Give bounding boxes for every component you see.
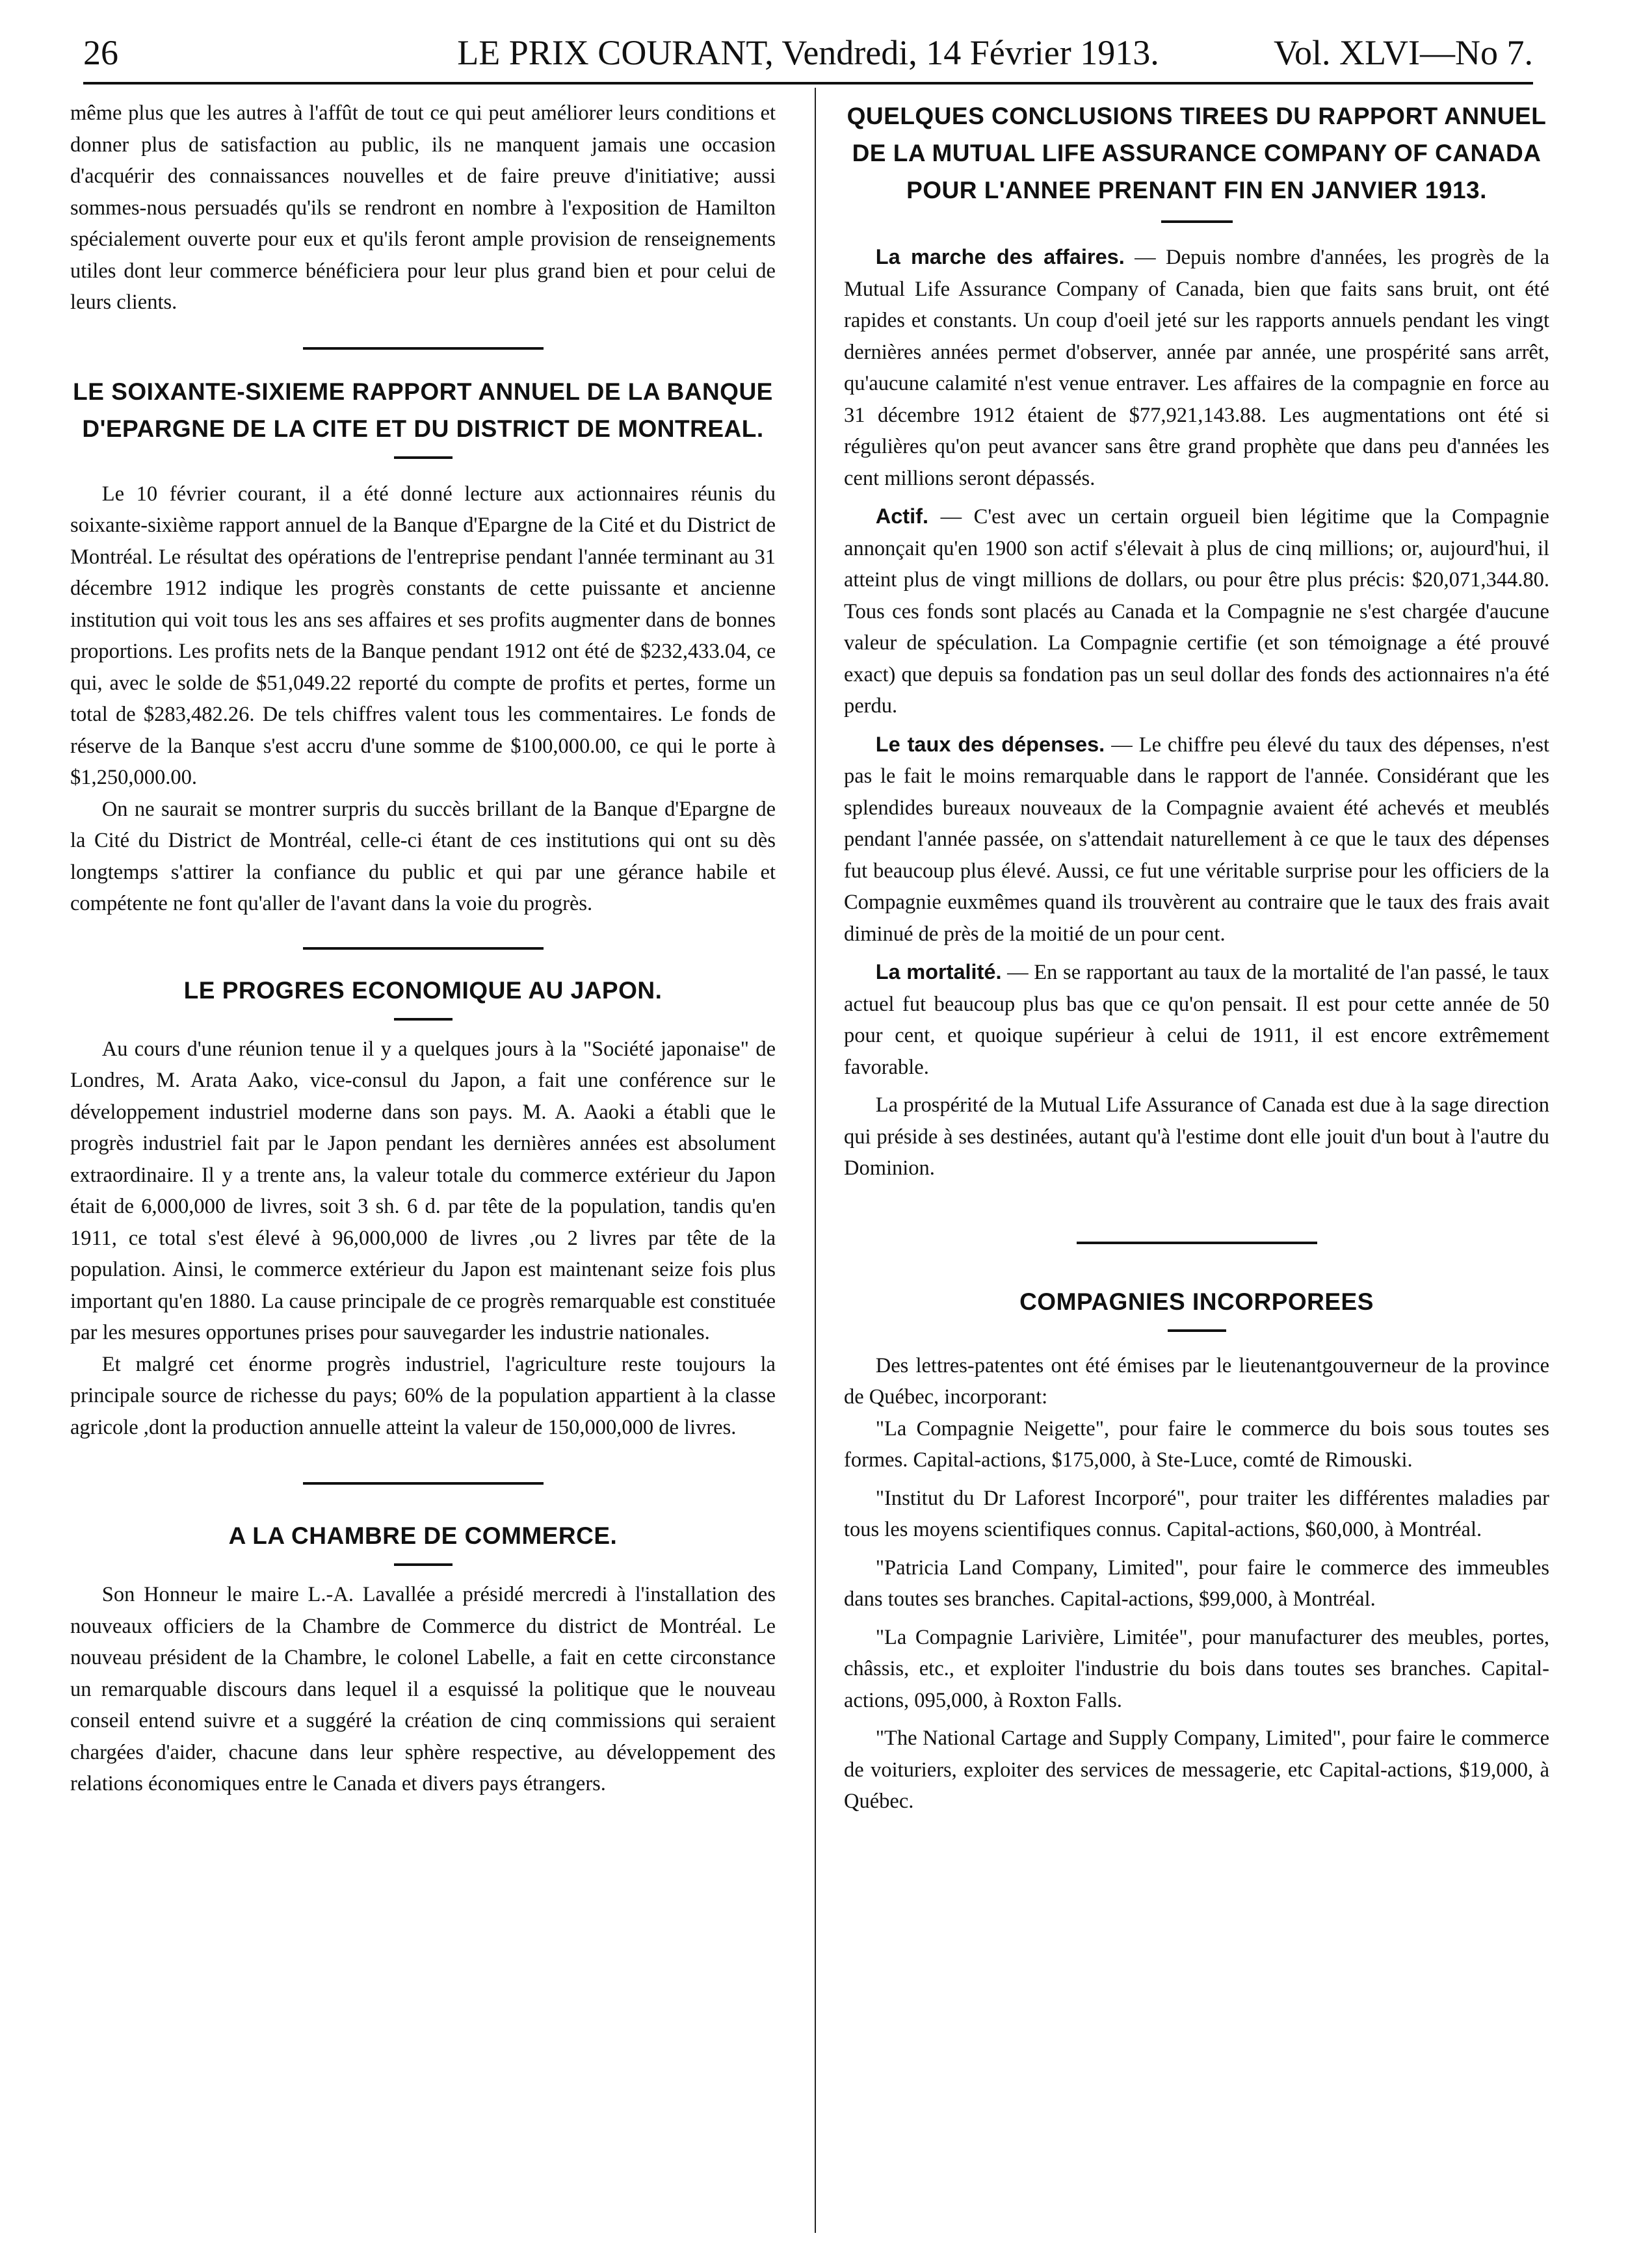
heading-rule (1168, 1329, 1226, 1332)
heading-rule (394, 1018, 453, 1021)
mutual-text-actif: — C'est avec un certain orgueil bien légitime que la Compagnie annonçait qu'en 1900 son actif s'élevait à plus de cinq millions; or, aujourd'hui, il atteint plus de vingt millions de dollars, ou pour être plus précis: $20,071,344.80. Tous ces fonds sont placés au Canada et la Compagnie ne s'est chargée d'aucune valeur de spéculation. La Compagnie certifie (et son témoignage a été prouvé exact) que depuis sa fondation pas un seul dollar des fonds des actionnaires n'a été perdu. (844, 505, 1549, 718)
mutual-text-depenses: — Le chiffre peu élevé du taux des dépenses, n'est pas le fait le moins remarquable dans le rapport de l'année. Considérant que les splendides bureaux nouveaux de la Compagnie avaient été achevés et meublés pendant l'année passée, on s'attendait naturellement à ce que le taux des dépenses fut beaucoup plus élevé. Aussi, ce fut une véritable surprise pour les officiers de la Compagnie euxmêmes quand ils trouvèrent au contraire que le taux des frais avait diminué de près de la moitié de un pour cent. (844, 733, 1550, 946)
mutual-paragraph-marche (844, 241, 1549, 494)
mutual-paragraph-actif (844, 501, 1549, 722)
japon-paragraph-1: Au cours d'une réunion tenue il y a quelques jours à la "Société japonaise" de Londres, M. Arata Aako, vice-consul du Japon, a fait une conférence sur le développement industriel moderne dans son pays. M. A. Aaoki a établi que le progrès industriel fait par le Japon pendant les dernières années est absolument extraordinaire. Il y a trente ans, la valeur totale du commerce extérieur du Japon était de 6,000,000 de livres, soit 3 sh. 6 d. par tête de la population, tandis qu'en 1911, ce total s'est élevé à 96,000,000 de livres ,ou 2 livres par tête de la population. Ainsi, le commerce extérieur du Japon est maintenant seize fois plus important qu'en 1880. La cause principale de ce progrès remarquable est constituée par les mesures opportunes prises pour sauvegarder les industrie nationales. (70, 1037, 776, 1344)
compagnies-intro: Des lettres-patentes ont été émises par le lieutenantgouverneur de la province de Québec, incorporant: (844, 1353, 1549, 1409)
heading-banque-epargne: LE SOIXANTE-SIXIEME RAPPORT ANNUEL DE LA BANQUE D'EPARGNE DE LA CITE ET DU DISTRICT DE MONTREAL. (73, 378, 773, 442)
section-rule (303, 947, 544, 950)
section-rule (1077, 1242, 1317, 1244)
heading-chambre-commerce: A LA CHAMBRE DE COMMERCE. (228, 1522, 618, 1549)
section-rule (303, 347, 544, 350)
mutual-paragraph-mortalite (844, 956, 1549, 1083)
page-header (83, 23, 1533, 85)
page-number: 26 (83, 33, 118, 72)
right-column (844, 98, 1549, 2256)
banque-paragraph-2: On ne saurait se montrer surpris du succès brillant de la Banque d'Epargne de la Cité du District de Montréal, celle-ci étant de ces institutions qui ont su dès longtemps s'attirer la confiance du public et qui par une gérance habile et compétente ne font qu'aller de l'avant dans la voie du progrès. (70, 797, 776, 915)
section-rule (303, 1482, 544, 1485)
heading-rule (394, 456, 453, 459)
subheading-marche: La marche des affaires. (875, 245, 1125, 268)
intro-paragraph: même plus que les autres à l'affût de tout ce qui peut améliorer leurs conditions et donner plus de satisfaction au public, ils ne manquent jamais une occasion d'acquérir des connaissances nouvelles et de faire preuve d'initiative; aussi sommes-nous persuadés qu'ils se rendront en nombre à l'exposition de Hamilton spécialement ouverte pour eux et qu'ils feront ample provision de renseignements utiles dont leur commerce bénéficiera pour leur plus grand bien et pour celui de leurs clients. (70, 101, 776, 314)
chambre-paragraph-1: Son Honneur le maire L.-A. Lavallée a présidé mercredi à l'installation des nouveaux officiers de la Chambre de Commerce du district de Montréal. Le nouveau président de la Chambre, le colonel Labelle, a fait en cette circonstance un remarquable discours dans lequel il a esquissé la politique que le nouveau conseil entend suivre et a suggéré la création de cinq commissions qui seraient chargées d'aider, chacune dans leur sphère respective, au développement des relations économiques entre le Canada et divers pays étrangers. (70, 1583, 776, 1795)
heading-rule (394, 1563, 453, 1566)
mutual-paragraph-depenses (844, 729, 1549, 950)
banque-paragraph-1: Le 10 février courant, il a été donné lecture aux actionnaires réunis du soixante-sixième rapport annuel de la Banque d'Epargne de la Cité et du District de Montréal. Le résultat des opérations de l'entreprise pendant l'année terminant au 31 décembre 1912 indique les progrès constants de cette puissante et ancienne institution qui voit tous les ans ses affaires et ses profits augmenter dans de bonnes proportions. Les profits nets de la Banque pendant 1912 ont été de $232,433.04, ce qui, avec le solde de $51,049.22 reporté du compte de profits et pertes, forme un total de $283,482.26. De tels chiffres valent tous les commentaires. Le fonds de réserve de la Banque s'est accru d'une somme de $100,000.00, ce qui le porte à $1,250,000.00. (70, 482, 776, 789)
column-divider (815, 88, 816, 2233)
compagnie-item: "The National Cartage and Supply Company, Limited", pour faire le commerce de voituriers, exploiter des services de messagerie, etc Capital-actions, $19,000, à Québec. (844, 1727, 1549, 1813)
heading-mutual-life: QUELQUES CONCLUSIONS TIREES DU RAPPORT ANNUEL DE LA MUTUAL LIFE ASSURANCE COMPANY OF CANADA POUR L'ANNEE PRENANT FIN EN JANVIER 1913. (847, 103, 1547, 203)
mutual-paragraph-prosperite: La prospérité de la Mutual Life Assurance of Canada est due à la sage direction qui préside à ses destinées, autant qu'à l'estime dont elle jouit d'un bout à l'autre du Dominion. (844, 1093, 1549, 1180)
volume-number: Vol. XLVI—No 7. (1273, 33, 1533, 72)
compagnie-item: "La Compagnie Larivière, Limitée", pour manufacturer des meubles, portes, châssis, etc., et exploiter l'industrie du bois dans toutes ses branches. Capital-actions, 095,000, à Roxton Falls. (844, 1625, 1549, 1712)
heading-rule (1161, 220, 1233, 223)
mutual-text-mortalite: — En se rapportant au taux de la mortalité de l'an passé, le taux actuel fut beaucoup plus bas que ce qu'on pensait. Il est pour cette année de 50 pour cent, et quoique supérieur à celui de 1911, il est encore extrêmement favorable. (844, 961, 1549, 1079)
compagnie-item: "Institut du Dr Laforest Incorporé", pour traiter les différentes maladies par tous les moyens scientifiques connus. Capital-actions, $60,000, à Montréal. (844, 1486, 1549, 1541)
subheading-depenses: Le taux des dépenses. (875, 732, 1105, 756)
left-column (70, 98, 776, 2256)
compagnie-item: "La Compagnie Neigette", pour faire le commerce du bois sous toutes ses formes. Capital-actions, $175,000, à Ste-Luce, comté de Rimouski. (844, 1416, 1549, 1472)
subheading-actif: Actif. (875, 504, 928, 528)
heading-progres-japon: LE PROGRES ECONOMIQUE AU JAPON. (183, 976, 663, 1004)
japon-paragraph-2: Et malgré cet énorme progrès industriel, l'agriculture reste toujours la principale source de richesse du pays; 60% de la population appartient à la classe agricole ,dont la production annuelle atteint la valeur de 150,000,000 de livres. (70, 1352, 776, 1439)
mutual-text-marche: — Depuis nombre d'années, les progrès de la Mutual Life Assurance Company of Canada, bien que faits sans bruit, ont été rapides et constants. Un coup d'oeil jeté sur les rapports annuels pendant les vingt dernières années permet d'observer, année par année, une prospérité sans arrêt, qu'aucune calamité n'est venue entraver. Les affaires de la compagnie en force au 31 décembre 1912 étaient de $77,921,143.88. Les augmentations ont été si régulières qu'on peut avancer sans être grand prophète que dans peu d'années les cent millions seront dépassés. (844, 246, 1549, 490)
compagnie-item: "Patricia Land Company, Limited", pour faire le commerce des immeubles dans toutes ses branches. Capital-actions, $99,000, à Montréal. (844, 1556, 1549, 1611)
heading-compagnies-incorporees: COMPAGNIES INCORPOREES (1019, 1288, 1374, 1315)
subheading-mortalite: La mortalité. (875, 960, 1002, 984)
publication-title: LE PRIX COURANT, Vendredi, 14 Février 1913. (457, 33, 1159, 72)
